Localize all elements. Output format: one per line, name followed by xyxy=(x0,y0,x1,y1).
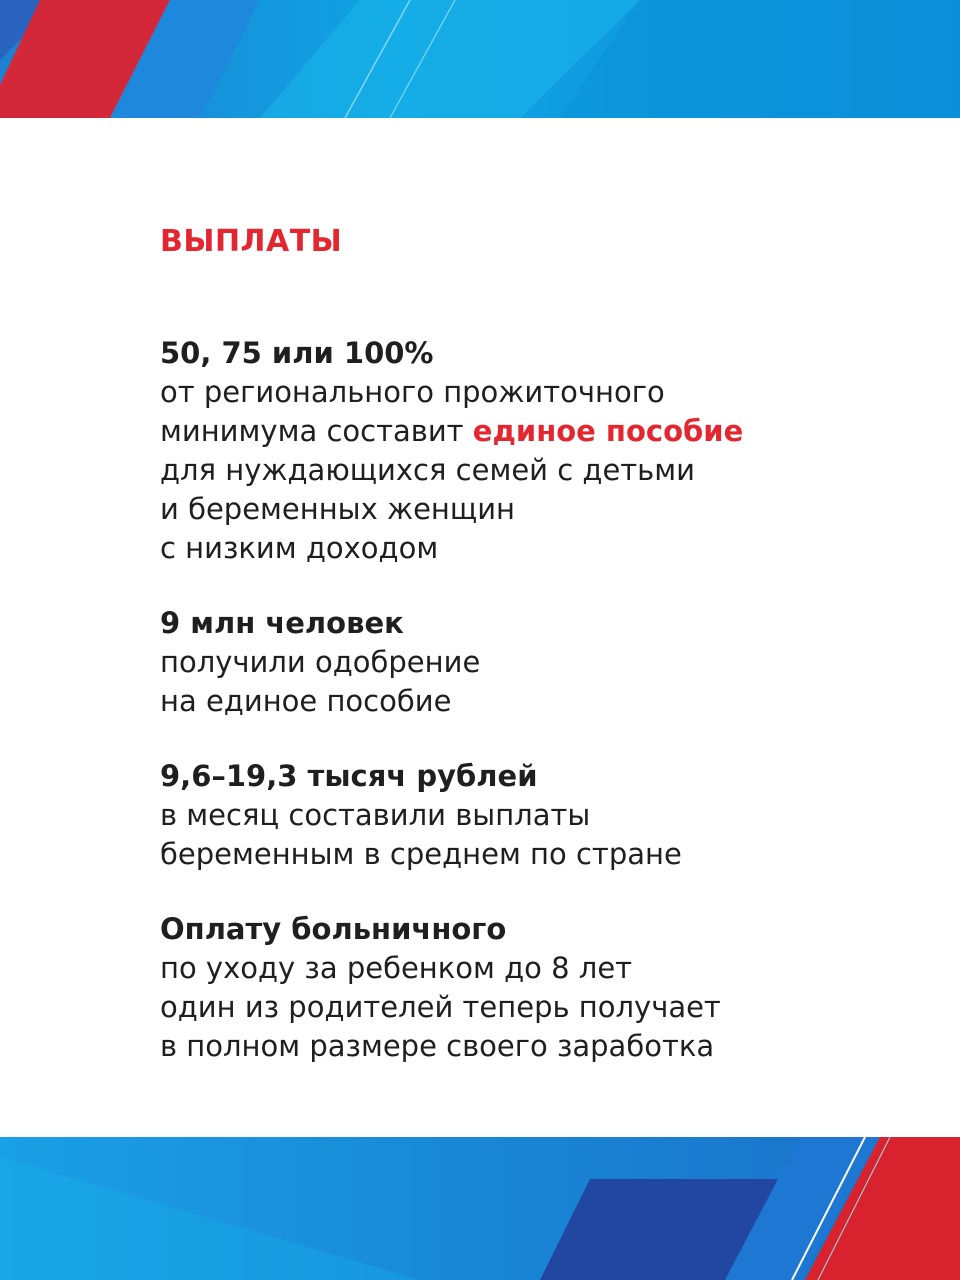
fact-text-line: и беременных женщин xyxy=(160,492,516,526)
top-banner xyxy=(0,0,960,118)
fact-block-recipients xyxy=(160,604,920,721)
bottom-banner xyxy=(0,1137,960,1280)
fact-text-part: минимума составит xyxy=(160,414,473,448)
fact-inline-highlight: единое пособие xyxy=(472,414,744,448)
fact-block-sick-leave xyxy=(160,910,920,1066)
fact-text-line: в полном размере своего заработка xyxy=(160,1029,715,1063)
fact-text-line: на единое пособие xyxy=(160,684,452,718)
section-title: ВЫПЛАТЫ xyxy=(160,224,343,259)
fact-headline: 50, 75 или 100% xyxy=(160,336,434,370)
fact-text-line xyxy=(160,412,920,451)
fact-text-line: беременным в среднем по стране xyxy=(160,837,682,871)
fact-block-allowance-size xyxy=(160,334,920,568)
fact-text-line: для нуждающихся семей с детьми xyxy=(160,453,695,487)
fact-headline: 9,6–19,3 тысяч рублей xyxy=(160,759,538,793)
bottom-banner-graphic xyxy=(0,1137,960,1280)
top-banner-graphic xyxy=(0,0,960,118)
fact-headline: 9 млн человек xyxy=(160,606,404,640)
fact-text-line: от регионального прожиточного xyxy=(160,375,665,409)
fact-text-line: с низким доходом xyxy=(160,531,439,565)
fact-headline: Оплату больничного xyxy=(160,912,507,946)
content xyxy=(160,222,920,1102)
fact-text-line: один из родителей теперь получает xyxy=(160,990,721,1024)
fact-text-line: получили одобрение xyxy=(160,645,481,679)
fact-block-pregnancy-payments xyxy=(160,757,920,874)
fact-text-line: по уходу за ребенком до 8 лет xyxy=(160,951,633,985)
fact-text-line: в месяц составили выплаты xyxy=(160,798,591,832)
